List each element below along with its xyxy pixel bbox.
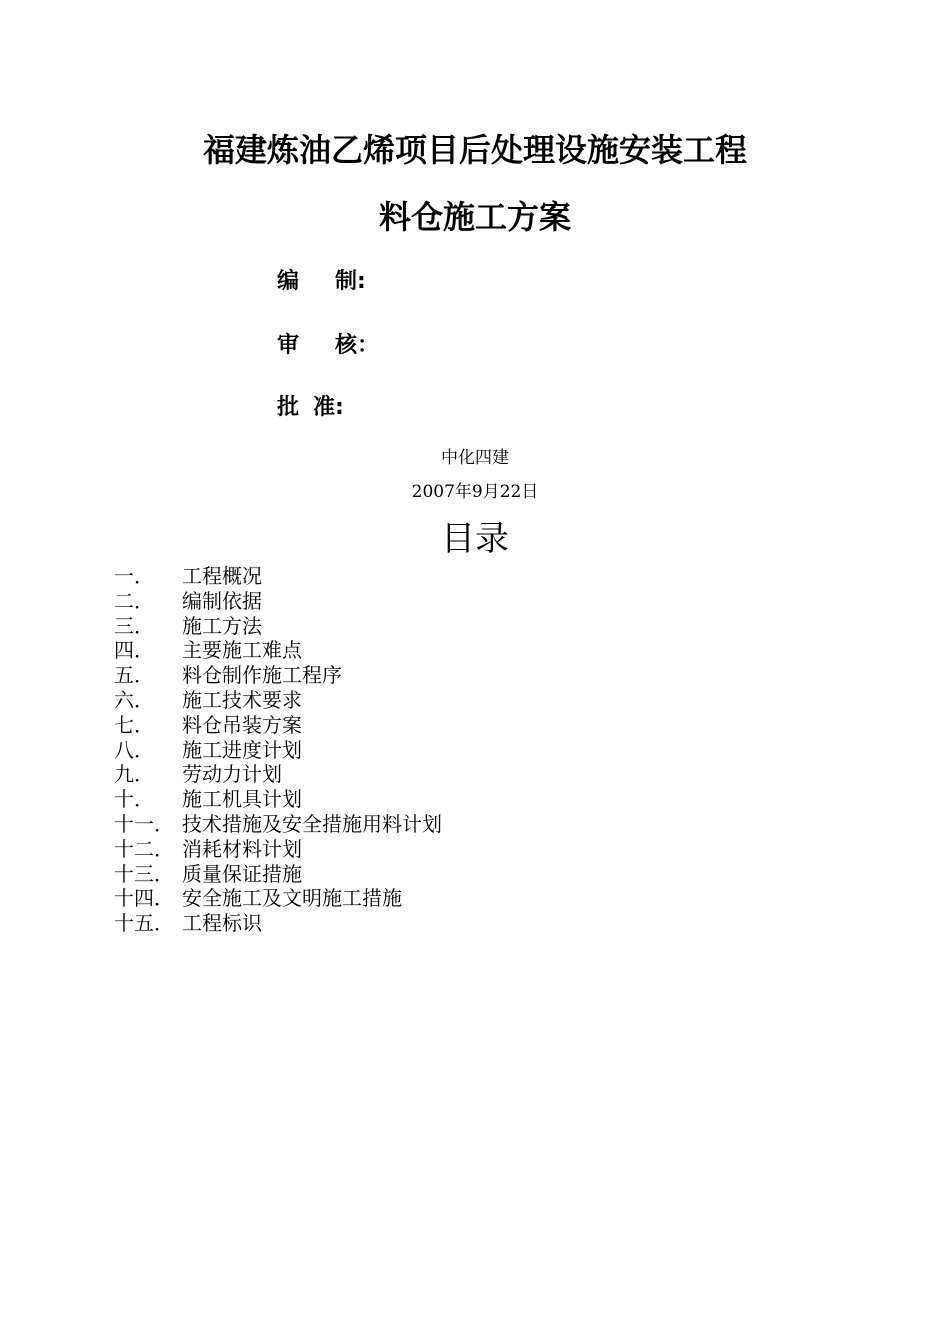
signature-compile-char1: 编 (277, 269, 300, 294)
signature-compile-row (277, 266, 366, 298)
toc-heading: 目录 (441, 519, 509, 559)
toc-item-title: 工程概况 (182, 564, 262, 588)
document-date: 2007年9月22日 (411, 482, 539, 502)
toc-item-number: 七． (114, 712, 154, 737)
signature-approve-row (277, 392, 344, 424)
signature-compile-char2: 制 (335, 269, 358, 294)
table-of-contents (114, 564, 442, 936)
toc-item (114, 787, 442, 812)
signature-approve-colon: : (335, 395, 344, 420)
toc-item (114, 812, 442, 837)
toc-item-title: 安全施工及文明施工措施 (182, 886, 402, 911)
toc-item-number: 八． (114, 737, 154, 762)
toc-item (114, 564, 442, 589)
toc-item-number: 五． (114, 663, 154, 688)
toc-item-number: 六． (114, 687, 154, 712)
toc-item (114, 837, 442, 862)
toc-item (114, 886, 442, 911)
toc-item-number: 十三． (114, 861, 174, 886)
toc-item-number: 十四． (114, 886, 174, 911)
toc-item (114, 911, 442, 936)
toc-item-number: 十二． (114, 836, 174, 861)
toc-item (114, 614, 442, 639)
signature-compile-colon: : (357, 269, 366, 294)
document-title: 福建炼油乙烯项目后处理设施安装工程 (202, 131, 747, 169)
toc-item-title: 劳动力计划 (182, 762, 282, 787)
signature-approve-char2: 准 (313, 395, 336, 420)
toc-item-title: 技术措施及安全措施用料计划 (182, 811, 442, 836)
toc-item-title: 编制依据 (182, 588, 262, 613)
toc-item-title: 工程标识 (182, 911, 262, 936)
toc-item-title: 施工进度计划 (182, 737, 302, 762)
toc-item (114, 638, 442, 663)
toc-item (114, 663, 442, 688)
toc-item-title: 消耗材料计划 (182, 836, 302, 861)
toc-item (114, 762, 442, 787)
toc-item (114, 738, 442, 763)
signature-review-row (277, 330, 379, 362)
toc-item-number: 三． (114, 613, 154, 638)
toc-item-number: 二． (114, 588, 154, 613)
document-subtitle: 料仓施工方案 (378, 198, 571, 236)
toc-item-title: 施工方法 (182, 613, 262, 638)
toc-item-title: 料仓制作施工程序 (182, 663, 342, 688)
toc-item-number: 一． (114, 564, 154, 588)
toc-item-title: 料仓吊装方案 (182, 712, 302, 737)
toc-item-number: 四． (114, 638, 154, 663)
signature-approve-char1: 批 (277, 395, 300, 420)
toc-item-number: 十． (114, 787, 154, 812)
toc-item-number: 九． (114, 762, 154, 787)
toc-item (114, 713, 442, 738)
toc-item-title: 施工技术要求 (182, 687, 302, 712)
signature-review-colon: ： (357, 333, 380, 358)
signature-review-char1: 审 (277, 333, 300, 358)
toc-item-title: 主要施工难点 (182, 638, 302, 663)
toc-item-number: 十一． (114, 811, 174, 836)
toc-item-title: 施工机具计划 (182, 787, 302, 812)
toc-item (114, 862, 442, 887)
toc-item (114, 589, 442, 614)
company-name: 中化四建 (441, 448, 509, 468)
signature-review-char2: 核 (335, 333, 358, 358)
toc-item-number: 十五． (114, 911, 174, 936)
toc-item (114, 688, 442, 713)
toc-item-title: 质量保证措施 (182, 861, 302, 886)
